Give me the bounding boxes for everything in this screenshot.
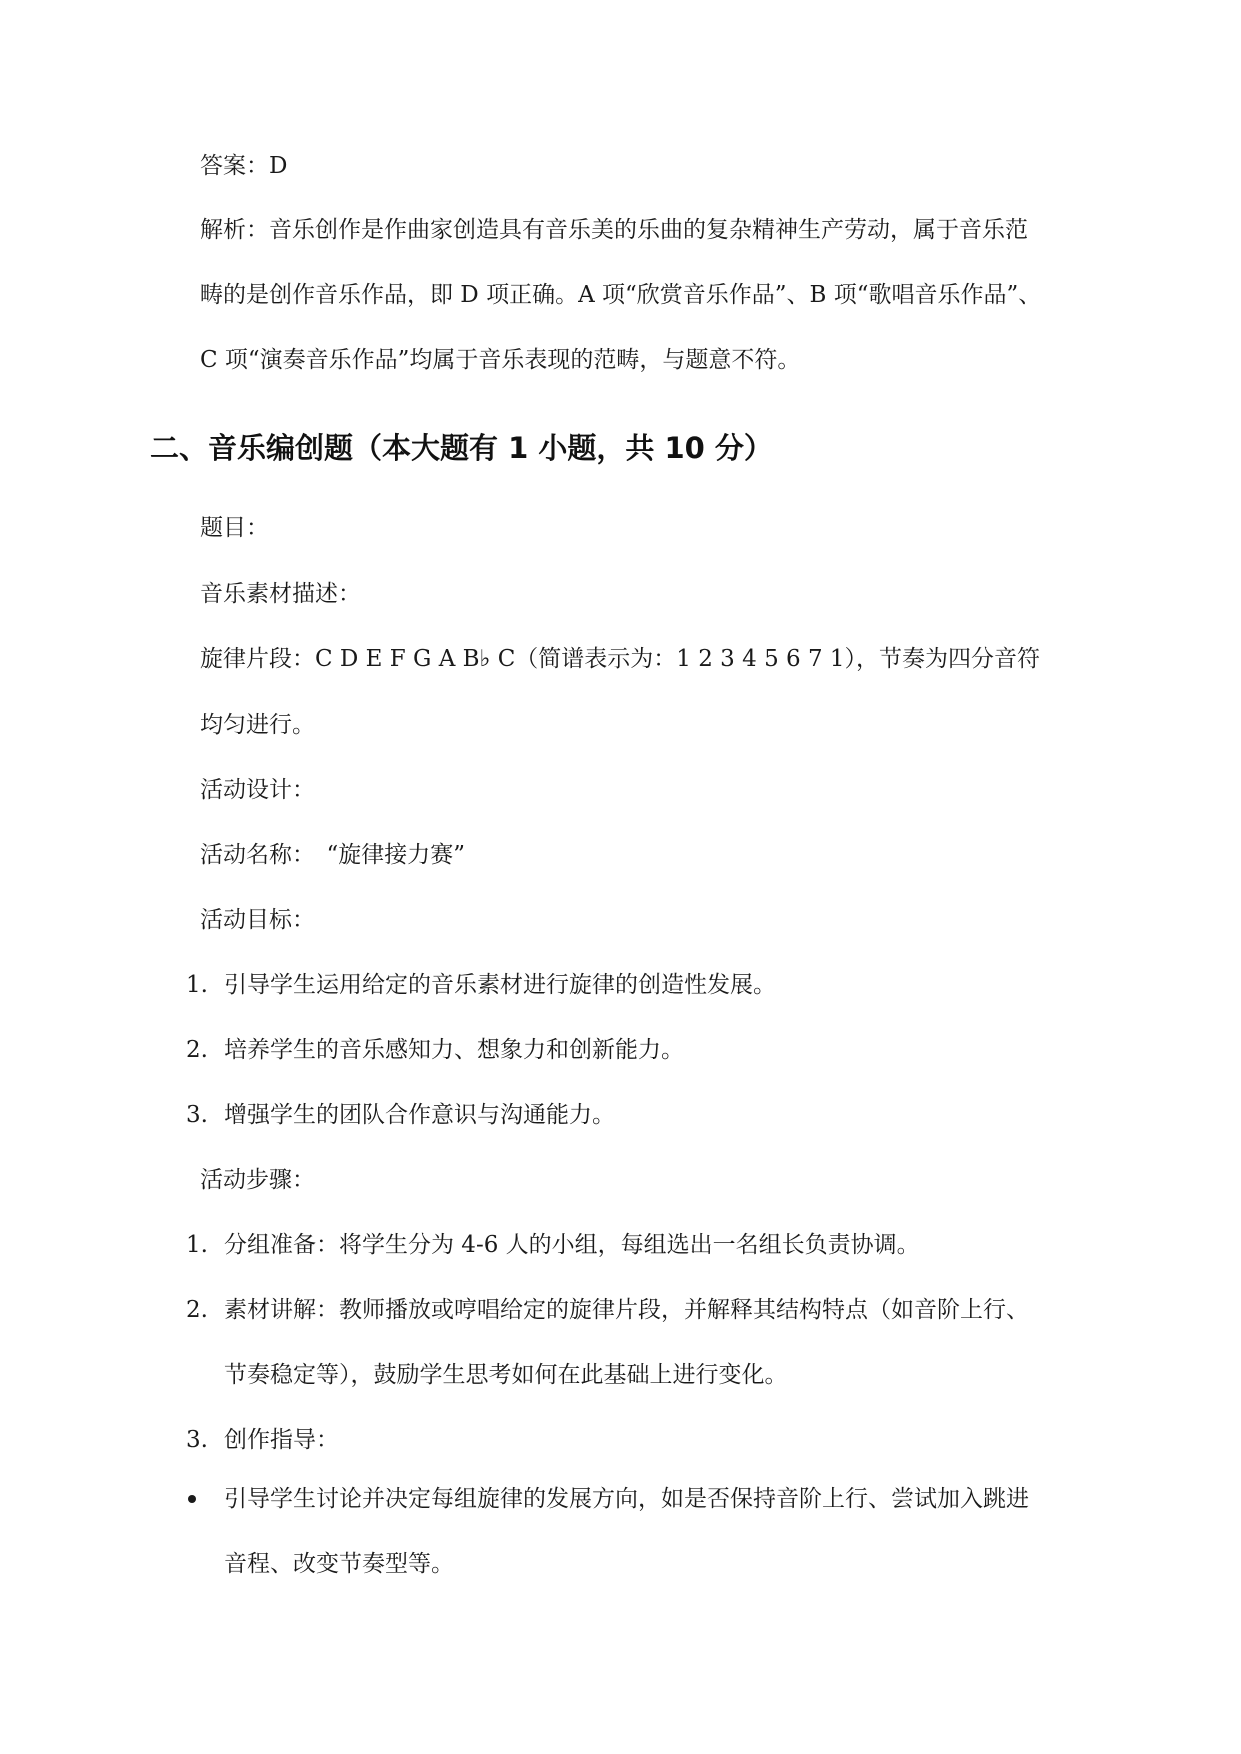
goal-marker: 3. [186, 1102, 208, 1128]
step-marker: 3. [186, 1427, 208, 1453]
step-item: 分组准备：将学生分为 4-6 人的小组，每组选出一名组长负责协调。 [224, 1232, 920, 1258]
goal-marker: 2. [186, 1037, 208, 1063]
analysis-line-2: 畴的是创作音乐作品，即 D 项正确。A 项“欣赏音乐作品”、B 项“歌唱音乐作品”、 [200, 282, 1042, 308]
activity-design-label: 活动设计： [200, 777, 315, 803]
bullet-item: 引导学生讨论并决定每组旋律的发展方向，如是否保持音阶上行、尝试加入跳进 [224, 1486, 1029, 1512]
step-item-continuation: 节奏稳定等），鼓励学生思考如何在此基础上进行变化。 [224, 1362, 788, 1388]
step-marker: 2. [186, 1297, 208, 1323]
answer-line: 答案：D [200, 153, 288, 179]
melody-line-1: 旋律片段：C D E F G A B♭ C（简谱表示为：1 2 3 4 5 6 7 1），节奏为四分音符 [200, 646, 1041, 672]
analysis-line-3: C 项“演奏音乐作品”均属于音乐表现的范畴，与题意不符。 [200, 347, 801, 373]
goal-item: 培养学生的音乐感知力、想象力和创新能力。 [224, 1037, 684, 1063]
section-heading: 二、音乐编创题（本大题有 1 小题，共 10 分） [150, 431, 773, 465]
activity-name: 活动名称： “旋律接力赛” [200, 842, 466, 868]
goal-item: 引导学生运用给定的音乐素材进行旋律的创造性发展。 [224, 972, 776, 998]
goal-item: 增强学生的团队合作意识与沟通能力。 [224, 1102, 615, 1128]
activity-steps-label: 活动步骤： [200, 1167, 315, 1193]
step-item: 素材讲解：教师播放或哼唱给定的旋律片段，并解释其结构特点（如音阶上行、 [224, 1297, 1029, 1323]
analysis-line-1: 解析：音乐创作是作曲家创造具有音乐美的乐曲的复杂精神生产劳动，属于音乐范 [200, 217, 1028, 243]
question-label: 题目： [200, 515, 269, 541]
bullet-item-continuation: 音程、改变节奏型等。 [224, 1551, 454, 1577]
step-item: 创作指导： [224, 1427, 339, 1453]
material-label: 音乐素材描述： [200, 581, 361, 607]
bullet-icon [188, 1495, 196, 1503]
melody-line-2: 均匀进行。 [200, 712, 315, 738]
goal-marker: 1. [186, 972, 208, 998]
activity-goals-label: 活动目标： [200, 907, 315, 933]
step-marker: 1. [186, 1232, 208, 1258]
